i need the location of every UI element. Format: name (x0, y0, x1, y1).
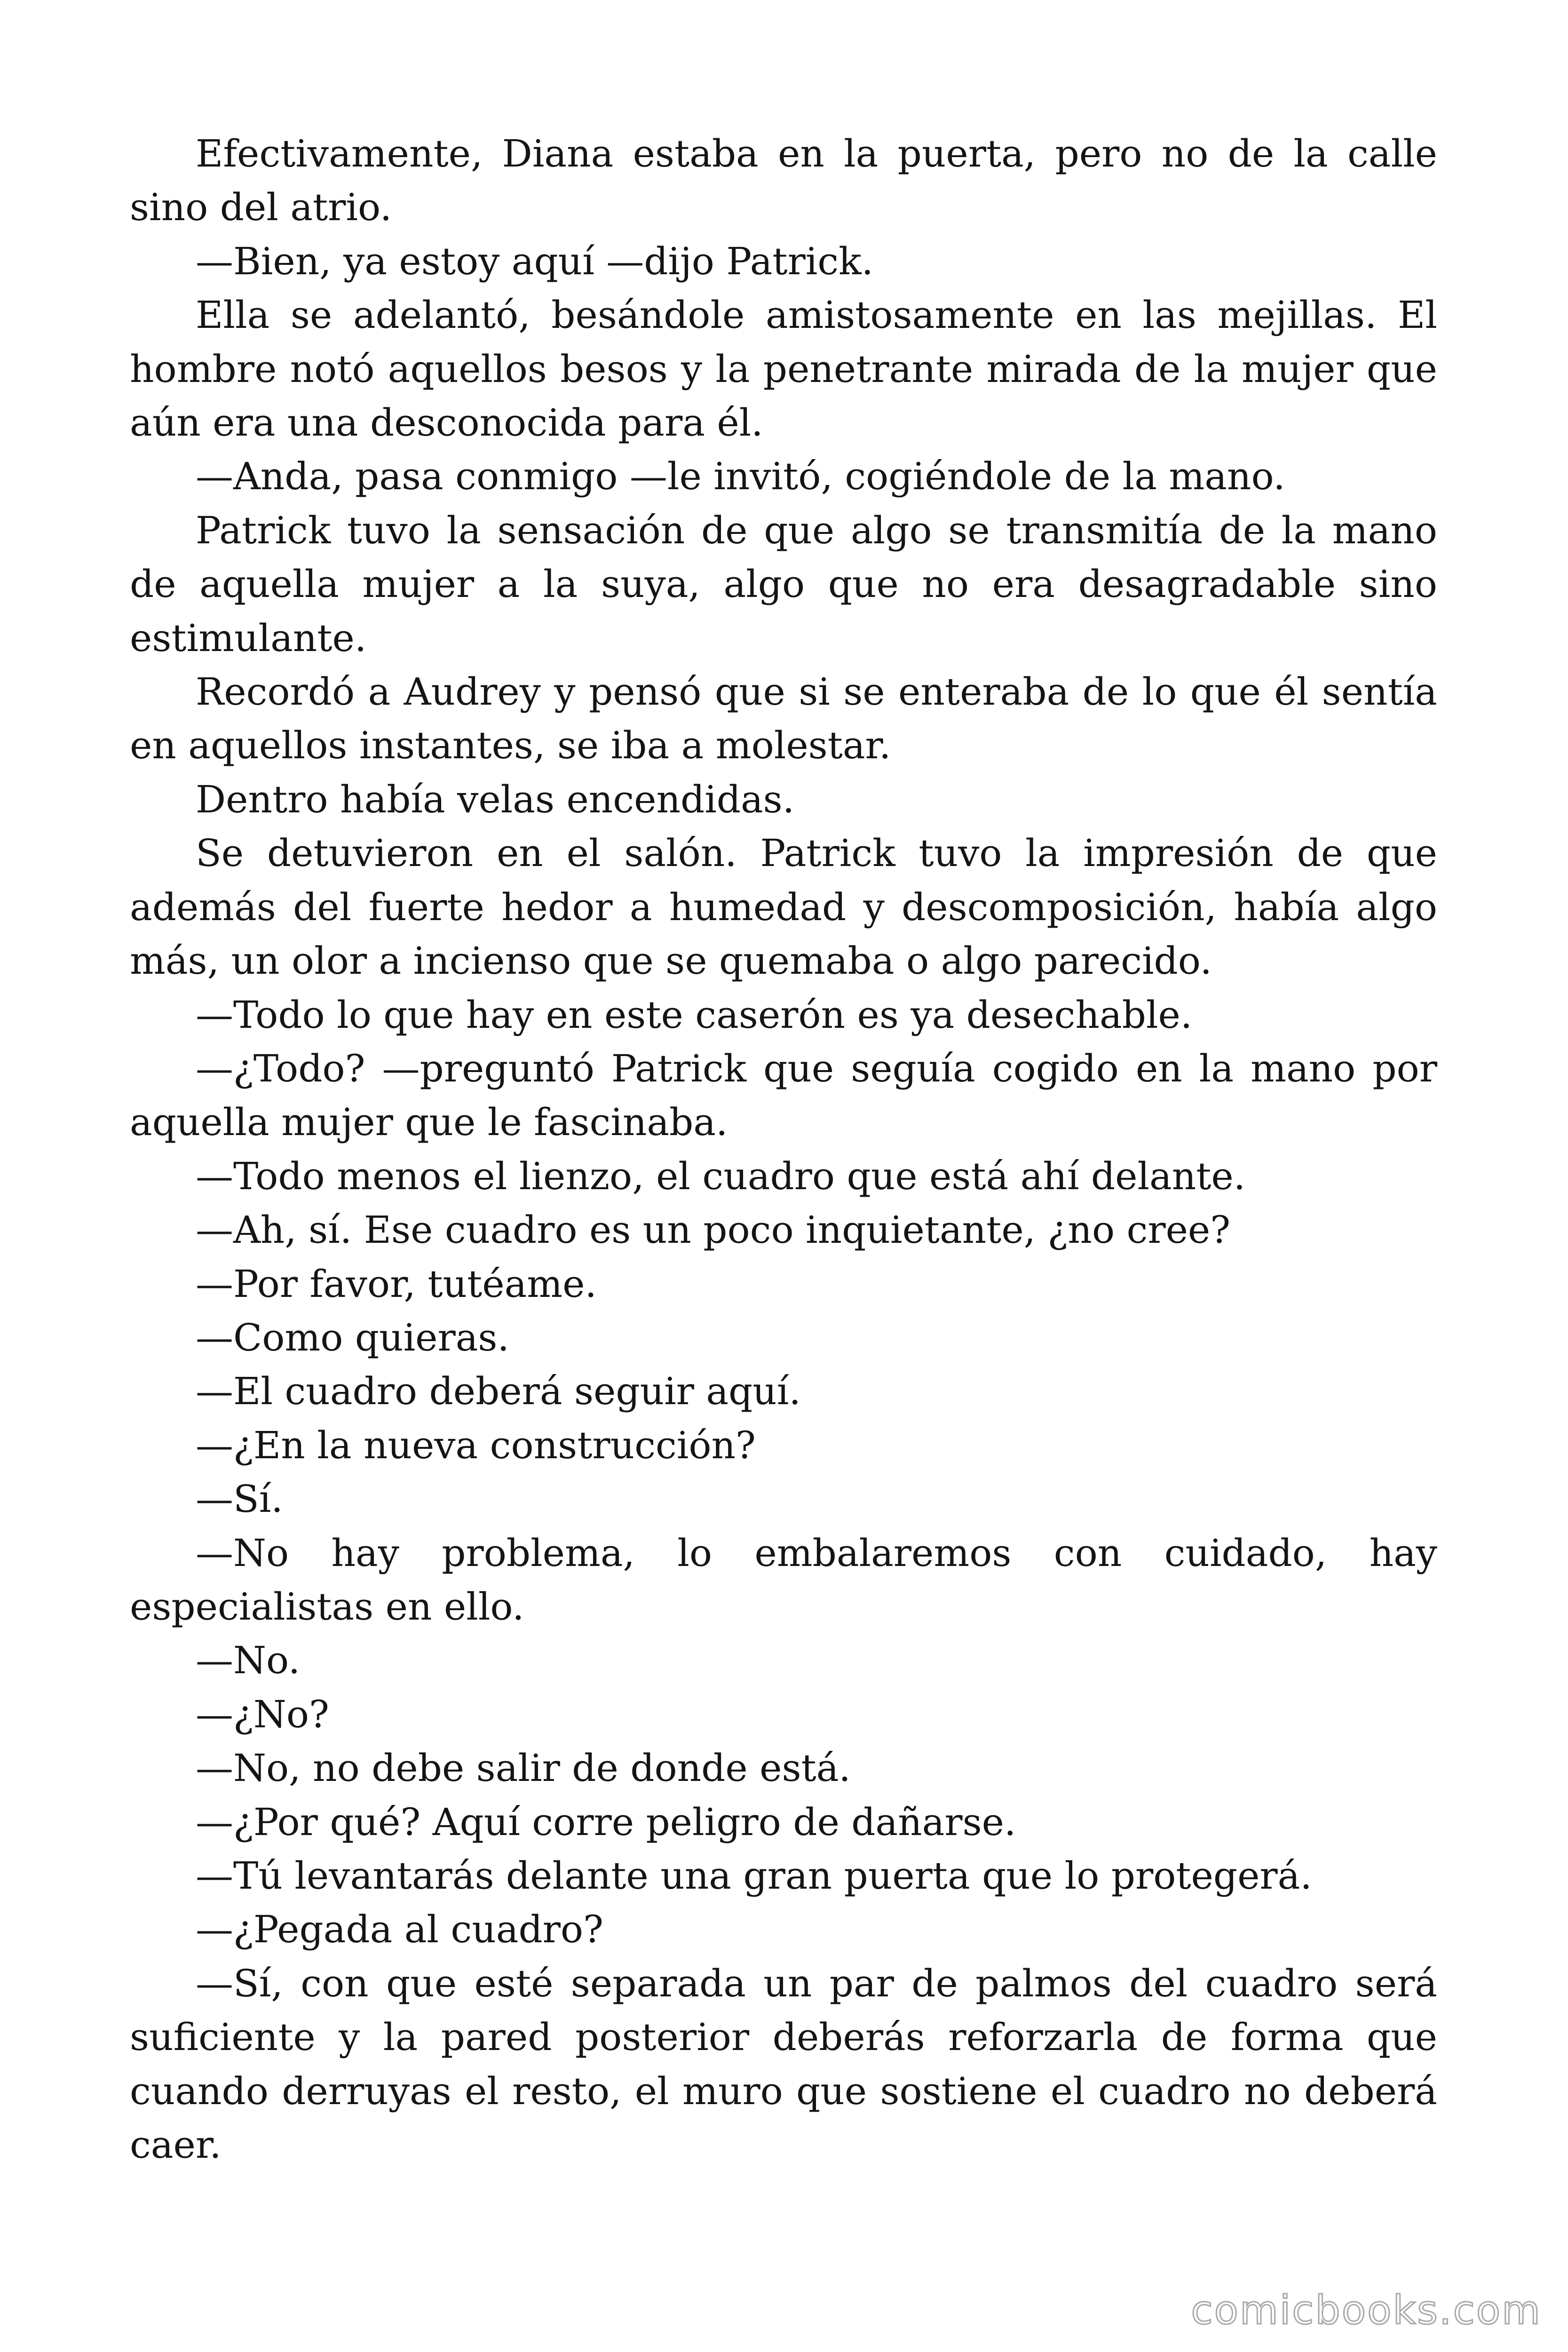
paragraph: —No. (196, 1638, 301, 1683)
paragraph: —No hay problema, lo embalaremos con cuidado, hay especialistas en ello. (130, 1531, 1437, 1629)
paragraph: —Bien, ya estoy aquí —dijo Patrick. (196, 239, 874, 283)
paragraph: —Por favor, tutéame. (196, 1262, 597, 1306)
paragraph: —Anda, pasa conmigo —le invitó, cogiéndole de la mano. (196, 454, 1285, 499)
paragraph: Efectivamente, Diana estaba en la puerta, pero no de la calle sino del atrio. (130, 132, 1437, 230)
paragraph: Patrick tuvo la sensación de que algo se transmitía de la mano de aquella mujer a la suya, algo que no era desagradable sino estimulante. (130, 508, 1437, 660)
paragraph: —Todo menos el lienzo, el cuadro que está ahí delante. (196, 1154, 1246, 1198)
paragraph: —No, no debe salir de donde está. (196, 1746, 851, 1790)
paragraph: —¿Pegada al cuadro? (196, 1907, 603, 1952)
paragraph: —Sí, con que esté separada un par de palmos del cuadro será suficiente y la pared posterior deberás reforzarla de forma que cuando derruyas el resto, el muro que sostiene el cuadro no deberá caer. (130, 1961, 1437, 2167)
paragraph: —Todo lo que hay en este caserón es ya desechable. (196, 993, 1193, 1037)
book-page (130, 127, 1437, 2172)
paragraph: —¿No? (196, 1692, 329, 1736)
watermark: comicbooks.com (1191, 2287, 1542, 2333)
paragraph: —El cuadro deberá seguir aquí. (196, 1369, 801, 1414)
paragraph: —Sí. (196, 1477, 283, 1521)
paragraph: Se detuvieron en el salón. Patrick tuvo la impresión de que además del fuerte hedor a humedad y descomposición, había algo más, un olor a incienso que se quemaba o algo parecido. (130, 831, 1437, 983)
paragraph: —Tú levantarás delante una gran puerta que lo protegerá. (196, 1854, 1312, 1898)
paragraph: Recordó a Audrey y pensó que si se enteraba de lo que él sentía en aquellos instantes, se iba a molestar. (130, 670, 1437, 768)
paragraph: —¿En la nueva construcción? (196, 1423, 756, 1467)
paragraph: —Ah, sí. Ese cuadro es un poco inquietante, ¿no cree? (196, 1208, 1231, 1252)
paragraph: Ella se adelantó, besándole amistosamente en las mejillas. El hombre notó aquellos besos y la penetrante mirada de la mujer que aún era una desconocida para él. (130, 293, 1437, 445)
paragraph: —Como quieras. (196, 1315, 509, 1359)
paragraph: Dentro había velas encendidas. (196, 777, 795, 821)
paragraph: —¿Todo? —preguntó Patrick que seguía cogido en la mano por aquella mujer que le fascinaba. (130, 1046, 1437, 1144)
paragraph: —¿Por qué? Aquí corre peligro de dañarse. (196, 1800, 1016, 1844)
